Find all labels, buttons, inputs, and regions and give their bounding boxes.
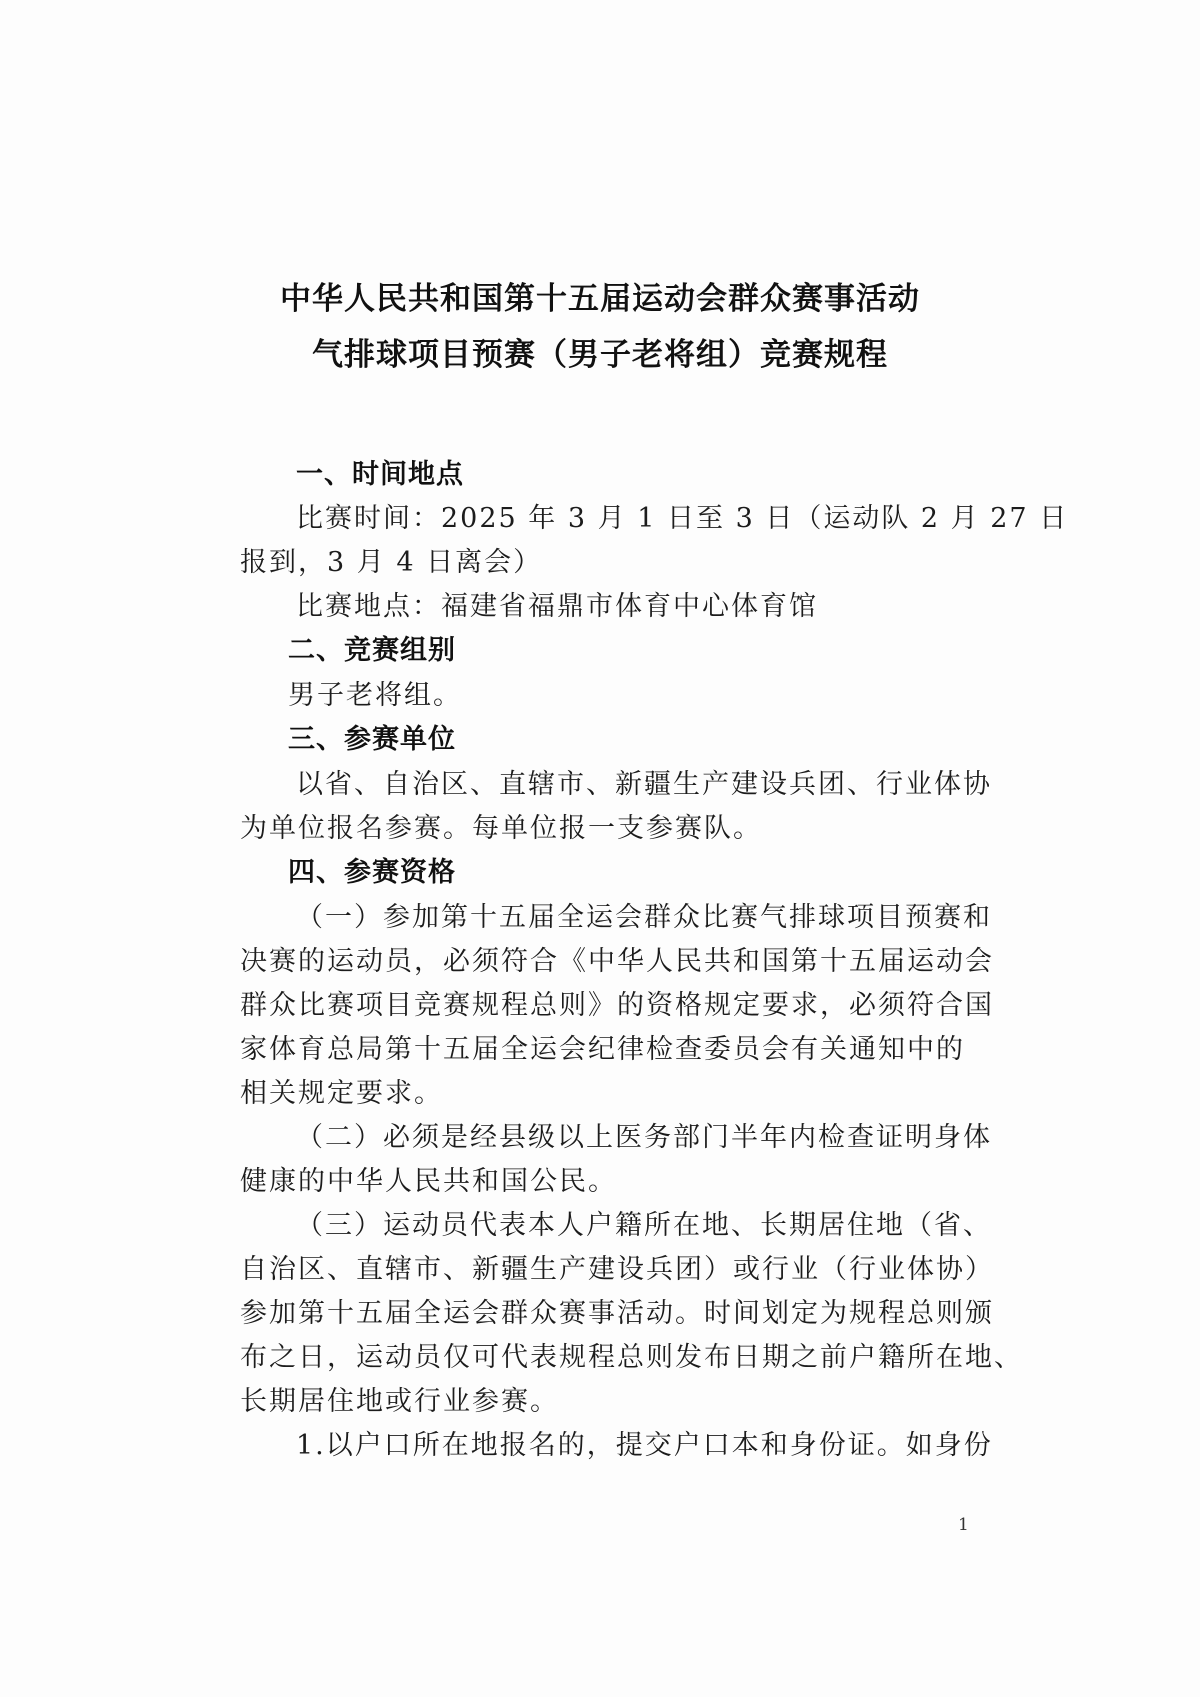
units-line-1: 以省、自治区、直辖市、新疆生产建设兵团、行业体协 bbox=[296, 769, 992, 800]
group-text: 男子老将组。 bbox=[288, 680, 462, 711]
eligibility-item-1: 1.以户口所在地报名的，提交户口本和身份证。如身份 bbox=[296, 1430, 993, 1461]
eligibility-p3-line-1: （三）运动员代表本人户籍所在地、长期居住地（省、 bbox=[296, 1210, 992, 1241]
eligibility-p2-line-2: 健康的中华人民共和国公民。 bbox=[240, 1166, 617, 1197]
section-heading-eligibility: 四、参赛资格 bbox=[288, 857, 456, 888]
page-number: 1 bbox=[958, 1515, 969, 1535]
eligibility-p2-line-1: （二）必须是经县级以上医务部门半年内检查证明身体 bbox=[296, 1122, 992, 1153]
section-heading-time-venue: 一、时间地点 bbox=[296, 459, 464, 490]
section-heading-groups: 二、竞赛组别 bbox=[288, 635, 456, 666]
competition-venue: 比赛地点：福建省福鼎市体育中心体育馆 bbox=[296, 591, 818, 622]
eligibility-p3-line-2: 自治区、直辖市、新疆生产建设兵团）或行业（行业体协） bbox=[240, 1254, 994, 1285]
eligibility-p1-line-5: 相关规定要求。 bbox=[240, 1078, 443, 1109]
eligibility-p1-line-2: 决赛的运动员，必须符合《中华人民共和国第十五届运动会 bbox=[240, 946, 994, 977]
document-title-line-1: 中华人民共和国第十五届运动会群众赛事活动 bbox=[280, 281, 920, 317]
competition-time-line-1: 比赛时间：2025 年 3 月 1 日至 3 日（运动队 2 月 27 日 bbox=[296, 503, 1069, 534]
eligibility-p3-line-5: 长期居住地或行业参赛。 bbox=[240, 1386, 559, 1417]
units-line-2: 为单位报名参赛。每单位报一支参赛队。 bbox=[240, 813, 762, 844]
section-heading-units: 三、参赛单位 bbox=[288, 724, 456, 755]
eligibility-p1-line-3: 群众比赛项目竞赛规程总则》的资格规定要求，必须符合国 bbox=[240, 990, 994, 1021]
eligibility-p3-line-3: 参加第十五届全运会群众赛事活动。时间划定为规程总则颁 bbox=[240, 1298, 994, 1329]
competition-time-line-2: 报到，3 月 4 日离会） bbox=[240, 547, 543, 578]
eligibility-p3-line-4: 布之日，运动员仅可代表规程总则发布日期之前户籍所在地、 bbox=[240, 1342, 1023, 1373]
eligibility-p1-line-1: （一）参加第十五届全运会群众比赛气排球项目预赛和 bbox=[296, 902, 992, 933]
document-title-line-2: 气排球项目预赛（男子老将组）竞赛规程 bbox=[312, 337, 888, 373]
eligibility-p1-line-4: 家体育总局第十五届全运会纪律检查委员会有关通知中的 bbox=[240, 1034, 965, 1065]
